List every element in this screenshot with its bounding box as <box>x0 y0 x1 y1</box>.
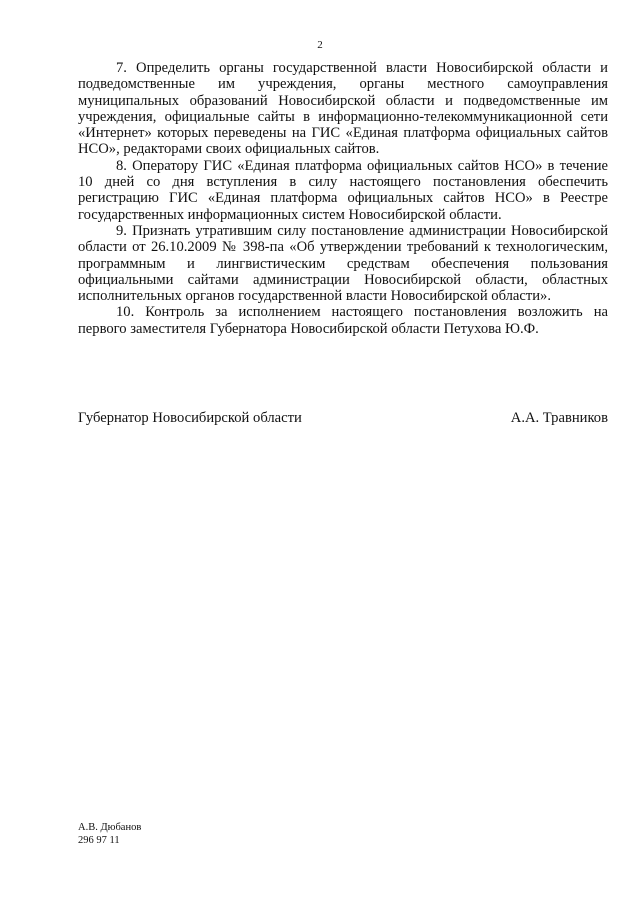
executor-block <box>78 822 141 847</box>
paragraph-9: 9. Признать утратившим силу постановление администрации Новосибирской области от 26.10.2009 № 398-па «Об утверждении требований к технологическим, программным и лингвистическим средствам обеспечения пользования официальными сайтами администрации Новосибирской области, областных исполнительных органов государственной власти Новосибирской области». <box>78 222 608 305</box>
signature-block <box>78 410 608 427</box>
paragraph-8: 8. Оператору ГИС «Единая платформа официальных сайтов НСО» в течение 10 дней со дня вступления в силу настоящего постановления обеспечить регистрацию ГИС «Единая платформа официальных сайтов НСО» в Реестре государственных информационных систем Новосибирской области. <box>78 157 608 223</box>
page-number: 2 <box>317 39 323 51</box>
signatory-name: А.А. Травников <box>510 410 608 426</box>
executor-name: А.В. Дюбанов <box>78 822 142 833</box>
paragraph-7: 7. Определить органы государственной власти Новосибирской области и подведомственные им учреждения, органы местного самоуправления муниципальных образований Новосибирской области и подведомственные им учреждения, официальные сайты в информационно-телекоммуникационной сети «Интернет» которых переведены на ГИС «Единая платформа официальных сайтов НСО», редакторами своих официальных сайтов. <box>78 60 608 158</box>
signatory-position: Губернатор Новосибирской области <box>78 410 302 426</box>
paragraph-10: 10. Контроль за исполнением настоящего постановления возложить на первого заместителя Губернатора Новосибирской области Петухова Ю.Ф. <box>78 304 608 337</box>
executor-phone: 296 97 11 <box>78 834 120 846</box>
document-body <box>78 60 608 337</box>
